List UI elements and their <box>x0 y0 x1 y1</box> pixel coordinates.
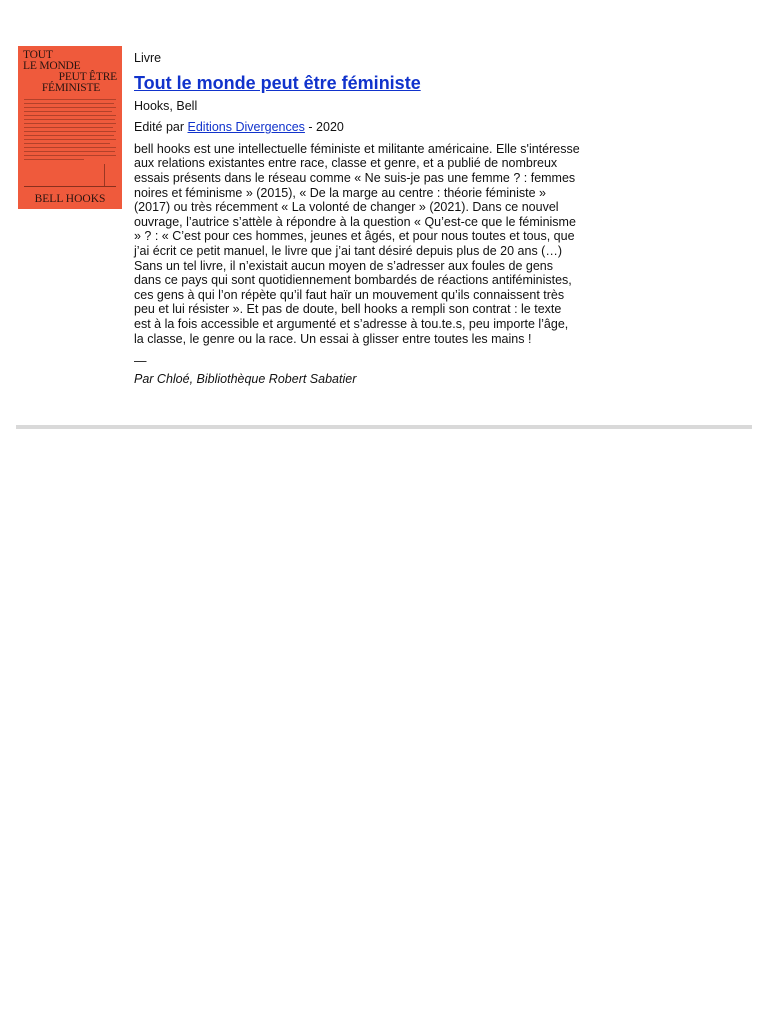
record-details <box>134 46 580 386</box>
cover-author: BELL HOOKS <box>34 193 106 205</box>
title-link[interactable]: Tout le monde peut être féministe <box>134 72 421 93</box>
signature-dash: — <box>134 354 147 369</box>
publication-year: - 2020 <box>304 120 344 135</box>
record-title <box>134 72 580 94</box>
publisher-prefix: Edité par <box>134 120 188 135</box>
cover-title-line: PEUT ÊTRE <box>58 71 117 83</box>
book-cover-image[interactable] <box>18 46 122 209</box>
publisher-link[interactable]: Editions Divergences <box>187 120 305 135</box>
cover-text-block <box>24 99 116 163</box>
cover-title-line: TOUT <box>23 49 53 61</box>
publisher-line <box>134 120 580 135</box>
cover-divider <box>24 186 116 187</box>
cover-title-line: LE MONDE <box>23 60 81 72</box>
cover-title-line: FÉMINISTE <box>41 82 101 94</box>
record-author: Hooks, Bell <box>134 98 198 113</box>
cover-title <box>23 50 119 94</box>
document-type: Livre <box>134 51 162 65</box>
cover-publisher-mark <box>104 164 105 186</box>
record-separator <box>16 425 752 429</box>
reviewer-signature: Par Chloé, Bibliothèque Robert Sabatier <box>134 371 357 386</box>
record-summary: bell hooks est une intellectuelle féministe et militante américaine. Elle s'intéresse aux relations existantes entre race, classe et genre, et a publié de nombreux essais présents dans le réseau comme « Ne suis-je pas une femme ? : femmes noires et féminisme » (2015), « De la marge au centre : théorie féministe » (2017) ou très récemment « La volonté de changer » (2021). Dans ce nouvel ouvrage, l’autrice s’attèle à répondre à la question « Qu’est-ce que le féminisme » ? : « C’est pour ces hommes, jeunes et âgés, et pour nous toutes et tous, que j’ai écrit ce petit manuel, le livre que j’ai tant désiré depuis plus de 20 ans (…) Sans un tel livre, il n’existait aucun moyen de s’adresser aux foules de gens dans ce pays qui sont quotidiennement bombardés de réactions antiféministes, ces gens à qui l’on répète qu’il faut haïr un mouvement qu’ils connaissent très peu et lui résister ». Et pas de doute, bell hooks a rempli son contrat : le texte est à la fois accessible et argumenté et s’adresse à tou.te.s, peu importe l’âge, la classe, le genre ou la race. Un essai à glisser entre toutes les mains ! <box>134 141 580 346</box>
